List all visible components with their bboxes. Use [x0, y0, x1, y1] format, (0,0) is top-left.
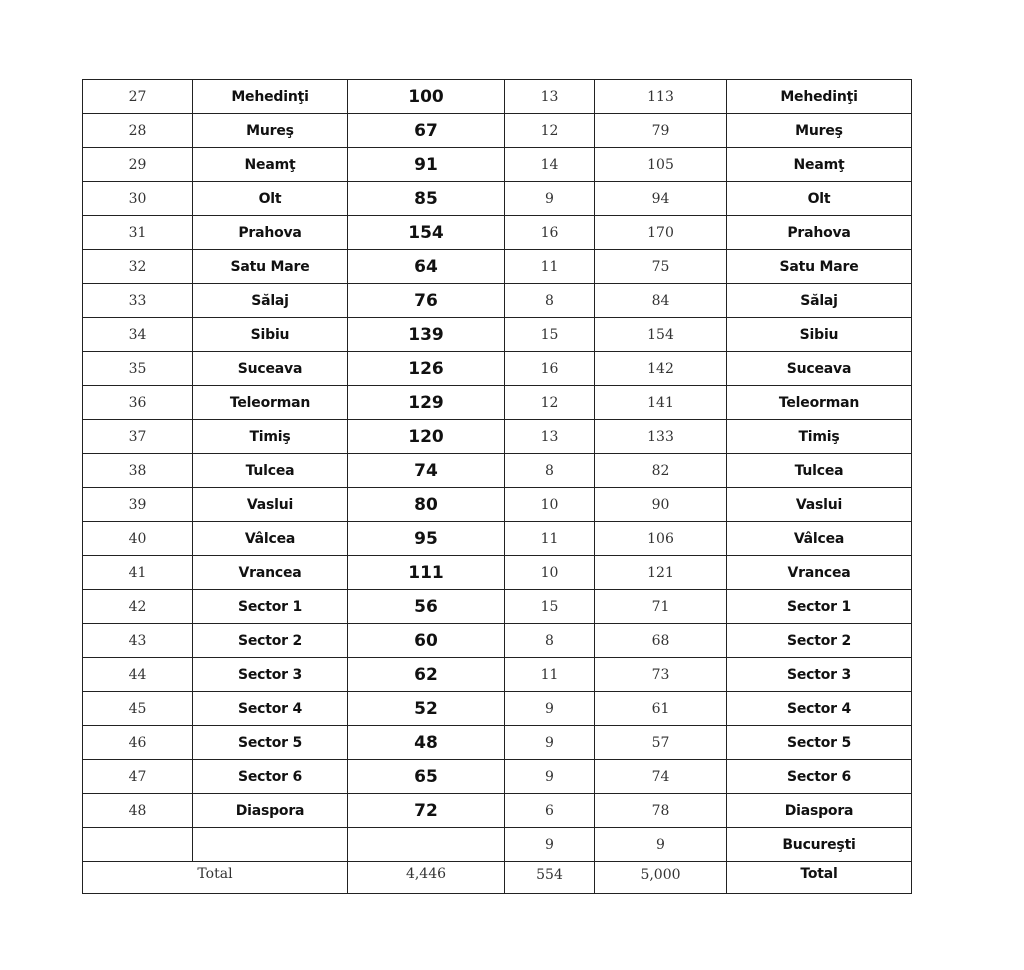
- county-name-cell: Sector 3: [193, 658, 348, 692]
- seats-cell: 126: [348, 352, 505, 386]
- table-body: [83, 80, 912, 894]
- additional-seats-cell: 11: [505, 658, 595, 692]
- table-row: [83, 692, 912, 726]
- additional-seats-cell: 16: [505, 216, 595, 250]
- table-row: [83, 352, 912, 386]
- total-seats-cell: 74: [595, 760, 727, 794]
- county-name-repeat-cell: Vrancea: [727, 556, 912, 590]
- county-name-repeat-cell: Neamţ: [727, 148, 912, 182]
- row-number-cell: [83, 828, 193, 862]
- county-name-cell: Olt: [193, 182, 348, 216]
- seats-cell: 56: [348, 590, 505, 624]
- total-v2-cell: 5,000: [595, 862, 727, 894]
- county-name-repeat-cell: Bucureşti: [727, 828, 912, 862]
- county-name-cell: Sector 6: [193, 760, 348, 794]
- table-row: [83, 624, 912, 658]
- table-row: [83, 250, 912, 284]
- total-seats-cell: 105: [595, 148, 727, 182]
- county-name-cell: Vâlcea: [193, 522, 348, 556]
- seats-cell: 95: [348, 522, 505, 556]
- additional-seats-cell: 16: [505, 352, 595, 386]
- total-seats-cell: 9: [595, 828, 727, 862]
- row-number-cell: 30: [83, 182, 193, 216]
- county-name-cell: Neamţ: [193, 148, 348, 182]
- county-name-cell: [193, 828, 348, 862]
- county-name-cell: Sector 4: [193, 692, 348, 726]
- county-name-cell: Timiş: [193, 420, 348, 454]
- total-seats-cell: 154: [595, 318, 727, 352]
- total-seats-cell: 170: [595, 216, 727, 250]
- row-number-cell: 31: [83, 216, 193, 250]
- total-seats-cell: 4,446: [348, 862, 505, 894]
- table-row: [83, 556, 912, 590]
- seats-cell: 67: [348, 114, 505, 148]
- county-name-repeat-cell: Prahova: [727, 216, 912, 250]
- county-name-cell: Sector 5: [193, 726, 348, 760]
- seats-cell: 129: [348, 386, 505, 420]
- table-row: [83, 794, 912, 828]
- county-name-cell: Teleorman: [193, 386, 348, 420]
- total-seats-cell: 133: [595, 420, 727, 454]
- total-seats-cell: 61: [595, 692, 727, 726]
- total-seats-cell: 106: [595, 522, 727, 556]
- county-name-repeat-cell: Vaslui: [727, 488, 912, 522]
- county-name-cell: Diaspora: [193, 794, 348, 828]
- row-number-cell: 40: [83, 522, 193, 556]
- row-number-cell: 44: [83, 658, 193, 692]
- row-number-cell: 36: [83, 386, 193, 420]
- county-name-repeat-cell: Timiş: [727, 420, 912, 454]
- total-seats-cell: 78: [595, 794, 727, 828]
- seat-allocation-table: [82, 79, 912, 894]
- seats-cell: 74: [348, 454, 505, 488]
- county-name-cell: Satu Mare: [193, 250, 348, 284]
- total-seats-cell: 121: [595, 556, 727, 590]
- county-name-cell: Vrancea: [193, 556, 348, 590]
- table-row: [83, 386, 912, 420]
- seats-cell: 48: [348, 726, 505, 760]
- additional-seats-cell: 14: [505, 148, 595, 182]
- table-row: [83, 590, 912, 624]
- seats-cell: 76: [348, 284, 505, 318]
- additional-seats-cell: 13: [505, 420, 595, 454]
- row-number-cell: 48: [83, 794, 193, 828]
- total-seats-cell: 84: [595, 284, 727, 318]
- total-label-cell: Total: [83, 862, 348, 894]
- row-number-cell: 35: [83, 352, 193, 386]
- total-seats-cell: 79: [595, 114, 727, 148]
- seats-cell: 72: [348, 794, 505, 828]
- seats-cell: 139: [348, 318, 505, 352]
- seats-cell: 52: [348, 692, 505, 726]
- additional-seats-cell: 8: [505, 454, 595, 488]
- additional-seats-cell: 8: [505, 284, 595, 318]
- county-name-cell: Sector 2: [193, 624, 348, 658]
- total-seats-cell: 68: [595, 624, 727, 658]
- additional-seats-cell: 12: [505, 386, 595, 420]
- county-name-cell: Sălaj: [193, 284, 348, 318]
- additional-seats-cell: 9: [505, 182, 595, 216]
- seats-cell: 60: [348, 624, 505, 658]
- table-row: [83, 114, 912, 148]
- county-name-repeat-cell: Suceava: [727, 352, 912, 386]
- total-seats-cell: 90: [595, 488, 727, 522]
- county-name-repeat-cell: Olt: [727, 182, 912, 216]
- seats-cell: 62: [348, 658, 505, 692]
- county-name-repeat-cell: Satu Mare: [727, 250, 912, 284]
- county-name-cell: Tulcea: [193, 454, 348, 488]
- county-name-cell: Vaslui: [193, 488, 348, 522]
- county-name-repeat-cell: Sector 2: [727, 624, 912, 658]
- table-row: [83, 454, 912, 488]
- row-number-cell: 42: [83, 590, 193, 624]
- county-name-cell: Mureş: [193, 114, 348, 148]
- row-number-cell: 29: [83, 148, 193, 182]
- table-row: [83, 182, 912, 216]
- county-name-cell: Suceava: [193, 352, 348, 386]
- county-name-repeat-cell: Sector 3: [727, 658, 912, 692]
- county-name-cell: Sibiu: [193, 318, 348, 352]
- total-seats-cell: 57: [595, 726, 727, 760]
- row-number-cell: 43: [83, 624, 193, 658]
- seats-cell: 91: [348, 148, 505, 182]
- county-name-repeat-cell: Sălaj: [727, 284, 912, 318]
- total-seats-cell: 71: [595, 590, 727, 624]
- row-number-cell: 41: [83, 556, 193, 590]
- row-number-cell: 34: [83, 318, 193, 352]
- seats-cell: [348, 828, 505, 862]
- total-row: [83, 862, 912, 894]
- table-row: [83, 420, 912, 454]
- total-seats-cell: 75: [595, 250, 727, 284]
- county-name-cell: Mehedinţi: [193, 80, 348, 114]
- additional-seats-cell: 8: [505, 624, 595, 658]
- seats-cell: 80: [348, 488, 505, 522]
- additional-seats-cell: 10: [505, 556, 595, 590]
- additional-seats-cell: 13: [505, 80, 595, 114]
- row-number-cell: 37: [83, 420, 193, 454]
- row-number-cell: 45: [83, 692, 193, 726]
- table-row: [83, 216, 912, 250]
- table-row: [83, 284, 912, 318]
- row-number-cell: 38: [83, 454, 193, 488]
- seats-cell: 111: [348, 556, 505, 590]
- total-seats-cell: 82: [595, 454, 727, 488]
- additional-seats-cell: 9: [505, 692, 595, 726]
- additional-seats-cell: 10: [505, 488, 595, 522]
- table-row: [83, 148, 912, 182]
- county-name-repeat-cell: Mehedinţi: [727, 80, 912, 114]
- row-number-cell: 33: [83, 284, 193, 318]
- table-row: [83, 488, 912, 522]
- seats-cell: 100: [348, 80, 505, 114]
- table-row: [83, 828, 912, 862]
- additional-seats-cell: 11: [505, 250, 595, 284]
- seats-cell: 154: [348, 216, 505, 250]
- row-number-cell: 47: [83, 760, 193, 794]
- table-row: [83, 80, 912, 114]
- county-name-repeat-cell: Diaspora: [727, 794, 912, 828]
- additional-seats-cell: 15: [505, 590, 595, 624]
- total-seats-cell: 141: [595, 386, 727, 420]
- seats-cell: 65: [348, 760, 505, 794]
- additional-seats-cell: 12: [505, 114, 595, 148]
- additional-seats-cell: 9: [505, 828, 595, 862]
- seats-cell: 85: [348, 182, 505, 216]
- total-label2-cell: Total: [727, 862, 912, 894]
- total-seats-cell: 73: [595, 658, 727, 692]
- row-number-cell: 32: [83, 250, 193, 284]
- seats-cell: 120: [348, 420, 505, 454]
- county-name-repeat-cell: Sector 1: [727, 590, 912, 624]
- additional-seats-cell: 11: [505, 522, 595, 556]
- county-name-repeat-cell: Vâlcea: [727, 522, 912, 556]
- table-row: [83, 658, 912, 692]
- row-number-cell: 27: [83, 80, 193, 114]
- row-number-cell: 28: [83, 114, 193, 148]
- row-number-cell: 46: [83, 726, 193, 760]
- county-name-repeat-cell: Sector 6: [727, 760, 912, 794]
- county-name-repeat-cell: Teleorman: [727, 386, 912, 420]
- additional-seats-cell: 15: [505, 318, 595, 352]
- county-name-repeat-cell: Sector 5: [727, 726, 912, 760]
- county-name-repeat-cell: Mureş: [727, 114, 912, 148]
- total-seats-cell: 142: [595, 352, 727, 386]
- row-number-cell: 39: [83, 488, 193, 522]
- total-seats-cell: 94: [595, 182, 727, 216]
- county-name-repeat-cell: Sibiu: [727, 318, 912, 352]
- table-row: [83, 522, 912, 556]
- additional-seats-cell: 9: [505, 726, 595, 760]
- table-row: [83, 760, 912, 794]
- county-name-repeat-cell: Sector 4: [727, 692, 912, 726]
- total-v1-cell: 554: [505, 862, 595, 894]
- table-row: [83, 318, 912, 352]
- seats-cell: 64: [348, 250, 505, 284]
- total-seats-cell: 113: [595, 80, 727, 114]
- county-name-cell: Sector 1: [193, 590, 348, 624]
- additional-seats-cell: 6: [505, 794, 595, 828]
- table-row: [83, 726, 912, 760]
- additional-seats-cell: 9: [505, 760, 595, 794]
- county-name-cell: Prahova: [193, 216, 348, 250]
- county-name-repeat-cell: Tulcea: [727, 454, 912, 488]
